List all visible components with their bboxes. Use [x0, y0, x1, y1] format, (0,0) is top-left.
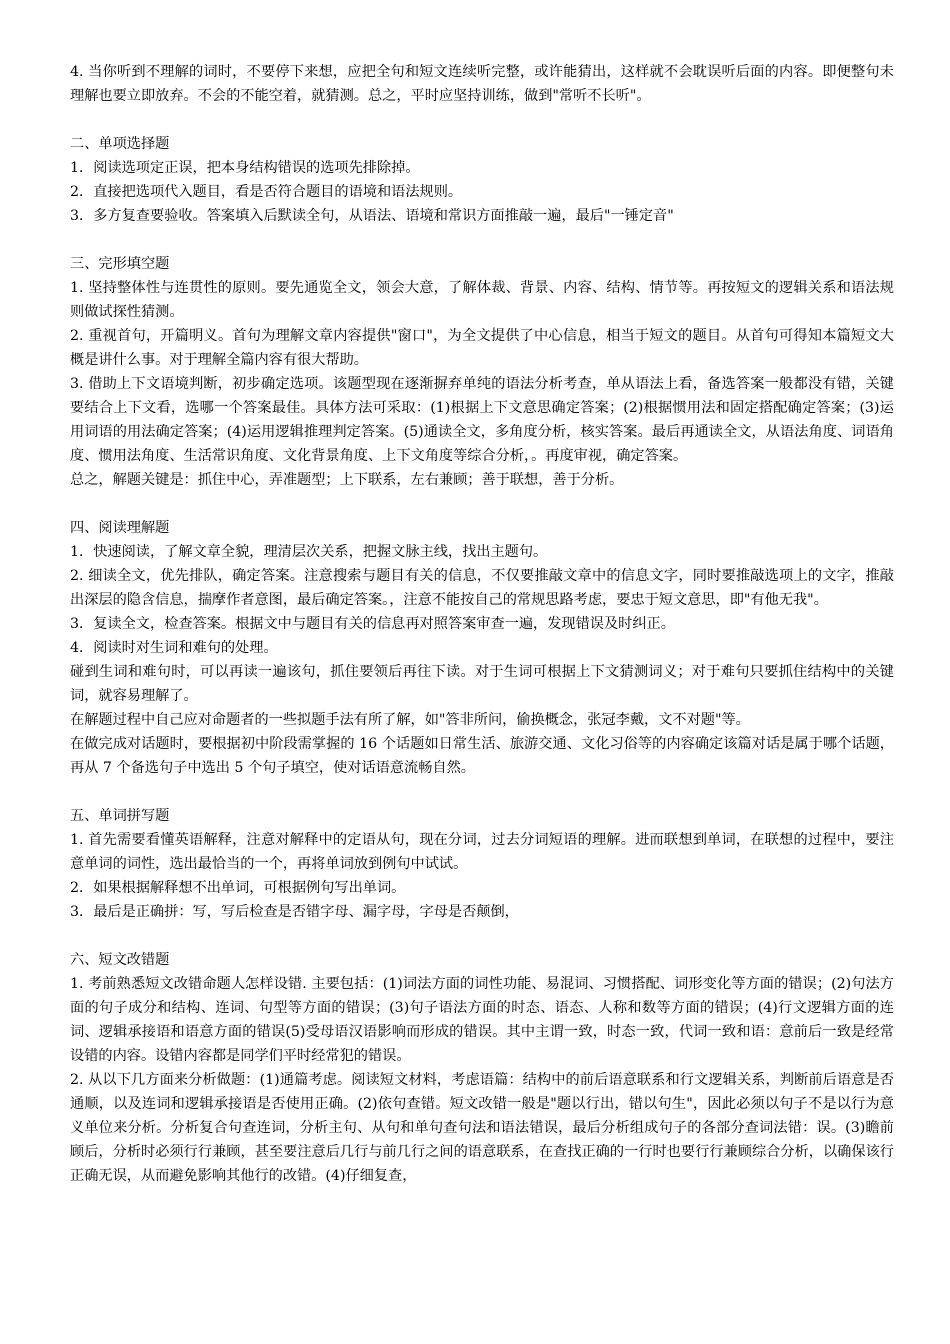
section-heading: 六、短文改错题: [70, 952, 170, 968]
paragraph: 2. 从以下几方面来分析做题：(1)通篇考虑。阅读短文材料，考虑语篇：结构中的前后语意联系和行文逻辑关系，判断前后语意是否通顺，以及连词和逻辑承接语是否使用正确。(2)依句查错。短文改错一般是"题以行出，错以句生"，因此必须以句子不是以行为意义单位来分析。分析复合句查连词，分析主句、从句和单句查句法和语法错误，最后分析组成句子的各部分查词法错：误。(3)瞻前顾后，分析时必须行行兼顾，甚至要注意后几行与前几行之间的语意联系，在查找正确的一行时也要行行兼顾综合分析，以确保该行正确无误，从而避免影响其他行的改错。(4)仔细复查，: [70, 1072, 894, 1184]
paragraph: 1．阅读选项定正误，把本身结构错误的选项先排除掉。: [70, 160, 420, 176]
paragraph: 碰到生词和难句时，可以再读一遍该句，抓住要领后再往下读。对于生词可根据上下文猜测词义；对于难句只要抓住结构中的关键词，就容易理解了。: [70, 664, 894, 704]
document-page: [70, 60, 894, 1188]
paragraph: 在做完成对话题时，要根据初中阶段需掌握的 16 个话题如日常生活、旅游交通、文化习俗等的内容确定该篇对话是属于哪个话题，再从 7 个备选句子中选出 5 个句子填空，使对话语意流畅自然。: [70, 736, 894, 776]
paragraph: 4. 当你听到不理解的词时，不要停下来想，应把全句和短文连续听完整，或许能猜出，这样就不会耽误听后面的内容。即便整句未理解也要立即放弃。不会的不能空着，就猜测。总之，平时应坚持训练，做到"常听不长听"。: [70, 64, 894, 104]
section-heading: 五、单词拼写题: [70, 808, 170, 824]
paragraph: 2．如果根据解释想不出单词，可根据例句写出单词。: [70, 880, 406, 896]
paragraph: 3. 借助上下文语境判断，初步确定选项。该题型现在逐渐摒弃单纯的语法分析考查，单从语法上看，备选答案一般都没有错，关键要结合上下文看，选哪一个答案最佳。具体方法可采取：(1)根据上下文意思确定答案；(2)根据惯用法和固定搭配确定答案；(3)运用词语的用法确定答案；(4)运用逻辑推理判定答案。(5)通读全文，多角度分析，核实答案。最后再通读全文，从语法角度、词语角度、惯用法角度、生活常识角度、文化背景角度、上下文角度等综合分析，。再度审视，确定答案。: [70, 376, 894, 464]
paragraph: 在解题过程中自己应对命题者的一些拟题手法有所了解，如"答非所问，偷换概念，张冠李戴，文不对题"等。: [70, 712, 750, 728]
paragraph: 3．复读全文，检查答案。根据文中与题目有关的信息再对照答案审查一遍，发现错误及时纠正。: [70, 616, 675, 632]
intro-block: [70, 60, 894, 108]
section-heading: 四、阅读理解题: [70, 520, 170, 536]
section-heading: 三、完形填空题: [70, 256, 170, 272]
paragraph: 4．阅读时对生词和难句的处理。: [70, 640, 278, 656]
section-error-correction: [70, 948, 894, 1188]
paragraph: 3．多方复查要验收。答案填入后默读全句，从语法、语境和常识方面推敲一遍，最后"一锤定音": [70, 208, 674, 224]
paragraph: 2. 重视首句，开篇明义。首句为理解文章内容提供"窗口"，为全文提供了中心信息，相当于短文的题目。从首句可得知本篇短文大概是讲什么事。对于理解全篇内容有很大帮助。: [70, 328, 894, 368]
paragraph: 3．最后是正确拼：写，写后检查是否错字母、漏字母，字母是否颠倒，: [70, 904, 519, 920]
section-reading: [70, 516, 894, 780]
section-cloze: [70, 252, 894, 492]
paragraph: 1. 考前熟悉短文改错命题人怎样设错. 主要包括：(1)词法方面的词性功能、易混词、习惯搭配、词形变化等方面的错误；(2)句法方面的句子成分和结构、连词、句型等方面的错误；(3)句子语法方面的时态、语态、人称和数等方面的错误；(4)行文逻辑方面的连词、逻辑承接语和语意方面的错误(5)受母语汉语影响而形成的错误。其中主谓一致，时态一致，代词一致和语：意前后一致是经常设错的内容。设错内容都是同学们平时经常犯的错误。: [70, 976, 894, 1064]
paragraph: 总之，解题关键是：抓住中心，弄准题型；上下联系，左右兼顾；善于联想，善于分析。: [70, 472, 624, 488]
section-single-choice: [70, 132, 894, 228]
section-spelling: [70, 804, 894, 924]
section-heading: 二、单项选择题: [70, 136, 170, 152]
paragraph: 1．快速阅读，了解文章全貌，理清层次关系，把握文脉主线，找出主题句。: [70, 544, 548, 560]
paragraph: 2．直接把选项代入题目，看是否符合题目的语境和语法规则。: [70, 184, 463, 200]
paragraph: 1. 首先需要看懂英语解释，注意对解释中的定语从句，现在分词，过去分词短语的理解。进而联想到单词，在联想的过程中，要注意单词的词性，选出最恰当的一个，再将单词放到例句中试试。: [70, 832, 894, 872]
paragraph: 2. 细读全文，优先排队，确定答案。注意搜索与题目有关的信息，不仅要推敲文章中的信息文字，同时要推敲选项上的文字，推敲出深层的隐含信息，揣摩作者意图，最后确定答案。，注意不能按自己的常规思路考虑，要忠于短文意思，即"有他无我"。: [70, 568, 894, 608]
paragraph: 1. 坚持整体性与连贯性的原则。要先通览全文，领会大意，了解体裁、背景、内容、结构、情节等。再按短文的逻辑关系和语法规则做试探性猜测。: [70, 280, 894, 320]
